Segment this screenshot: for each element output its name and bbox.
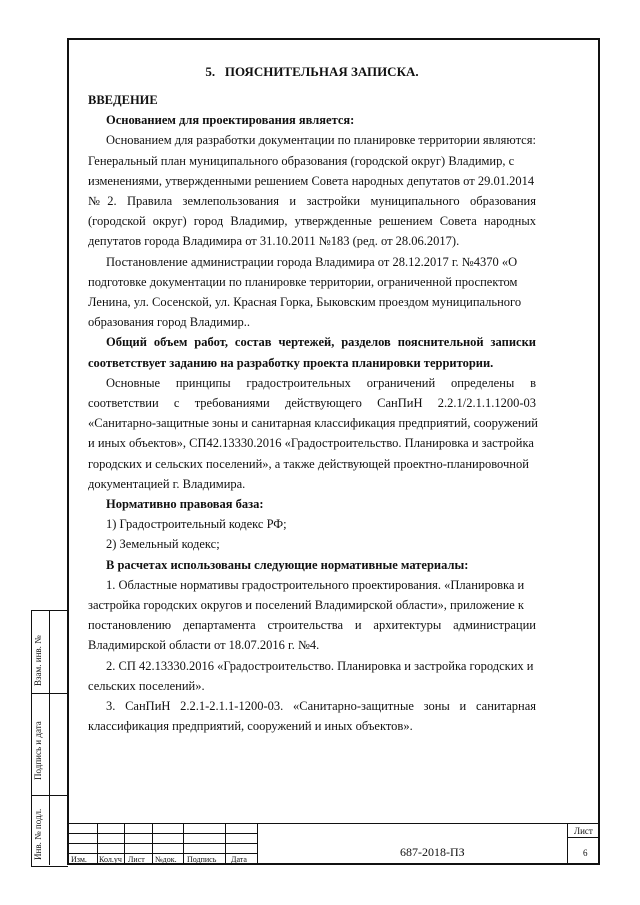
text-line: Постановление администрации города Владимира от 28.12.2017 г. №4370 «О — [106, 254, 518, 269]
text-line: сельских поселений». — [88, 678, 205, 693]
stamp-label-orig-inv: Инв. № подл. — [33, 808, 43, 860]
text-line: 3. СанПиН 2.2.1-2.1.1-1200-03. «Санитарно-защитные зоны и санитарная — [106, 699, 536, 713]
text-line: Генеральный план муниципального образования (городской округ) Владимир, с — [88, 153, 515, 168]
tb-header-signature: Подпись — [187, 855, 217, 864]
text-line: ВВЕДЕНИЕ — [88, 93, 158, 107]
tb-header-change: Изм. — [71, 855, 87, 864]
text-line: 1. Областные нормативы градостроительного проектирования. «Планировка и — [106, 577, 525, 592]
text-line: изменениями, утвержденными решением Совета народных депутатов от 29.01.2014 — [88, 173, 535, 188]
title-block — [67, 823, 600, 865]
document-code: 687-2018-ПЗ — [400, 845, 465, 859]
text-line: Основанием для разработки документации по планировке территории являются: — [106, 133, 536, 148]
tb-header-sheet: Лист — [128, 855, 145, 864]
text-line: В расчетах использованы следующие нормативные материалы: — [106, 557, 469, 572]
sheet-number: 6 — [583, 848, 588, 858]
tb-header-doc: №док. — [155, 855, 177, 864]
text-line: 1) Градостроительный кодекс РФ; — [106, 517, 287, 532]
text-line: Ленина, ул. Сосенской, ул. Красная Горка, Быковским проездом муниципального — [88, 295, 522, 309]
text-line: «Санитарно-защитные зоны и санитарная классификация предприятий, сооружений — [88, 416, 538, 431]
text-line: Владимирской области от 18.07.2016 г. №4. — [88, 638, 320, 653]
tb-header-count: Кол.уч — [99, 855, 122, 864]
text-line: соответствует заданию на разработку проекта планировки территории. — [88, 355, 494, 370]
text-line: постановлению департамента строительства и архитектуры администрации — [88, 618, 536, 633]
text-line: №2. Правила землепользования и застройки муниципального образования — [88, 194, 536, 208]
sheet-label: Лист — [574, 826, 593, 836]
text-line: 2) Земельный кодекс; — [106, 537, 220, 552]
text-line: соответствии с требованиями действующего СанПиН 2.2.1/2.1.1.1200-03 — [88, 396, 536, 410]
text-line: городских и сельских поселений», а также действующей проектно-планировочной — [88, 456, 529, 471]
text-line: подготовке документации по планировке территории, ограниченной проспектом — [88, 274, 518, 289]
text-line: (городской округ) город Владимир, утвержденные решением Совета народных — [88, 214, 536, 229]
side-stamp — [31, 610, 67, 865]
text-line: Основные принципы градостроительных ограничений определены в — [106, 375, 536, 390]
section-title: 5. ПОЯСНИТЕЛЬНАЯ ЗАПИСКА. — [205, 64, 419, 79]
text-line: образования город Владимир.. — [88, 315, 251, 330]
text-line: застройка городских округов и поселений Владимирской области», приложение к — [88, 598, 524, 612]
text-line: и иных объектов», СП42.13330.2016 «Градостроительство. Планировка и застройка — [88, 436, 534, 451]
text-line: Нормативно правовая база: — [106, 497, 264, 511]
stamp-label-signature-date: Подпись и дата — [33, 721, 43, 780]
text-line: документацией г. Владимира. — [88, 476, 246, 491]
text-line: классификация предприятий, сооружений и иных объектов». — [88, 719, 413, 734]
text-line: Общий объем работ, состав чертежей, разделов пояснительной записки — [106, 335, 536, 350]
text-line: депутатов города Владимира от 31.10.2011 №183 (ред. от 28.06.2017). — [88, 234, 460, 249]
stamp-label-replace-inv: Взам. инв. № — [33, 635, 43, 686]
text-line: 2. СП 42.13330.2016 «Градостроительство. Планировка и застройка городских и — [106, 658, 534, 673]
text-line: Основанием для проектирования является: — [106, 113, 355, 128]
tb-header-date: Дата — [231, 855, 247, 864]
